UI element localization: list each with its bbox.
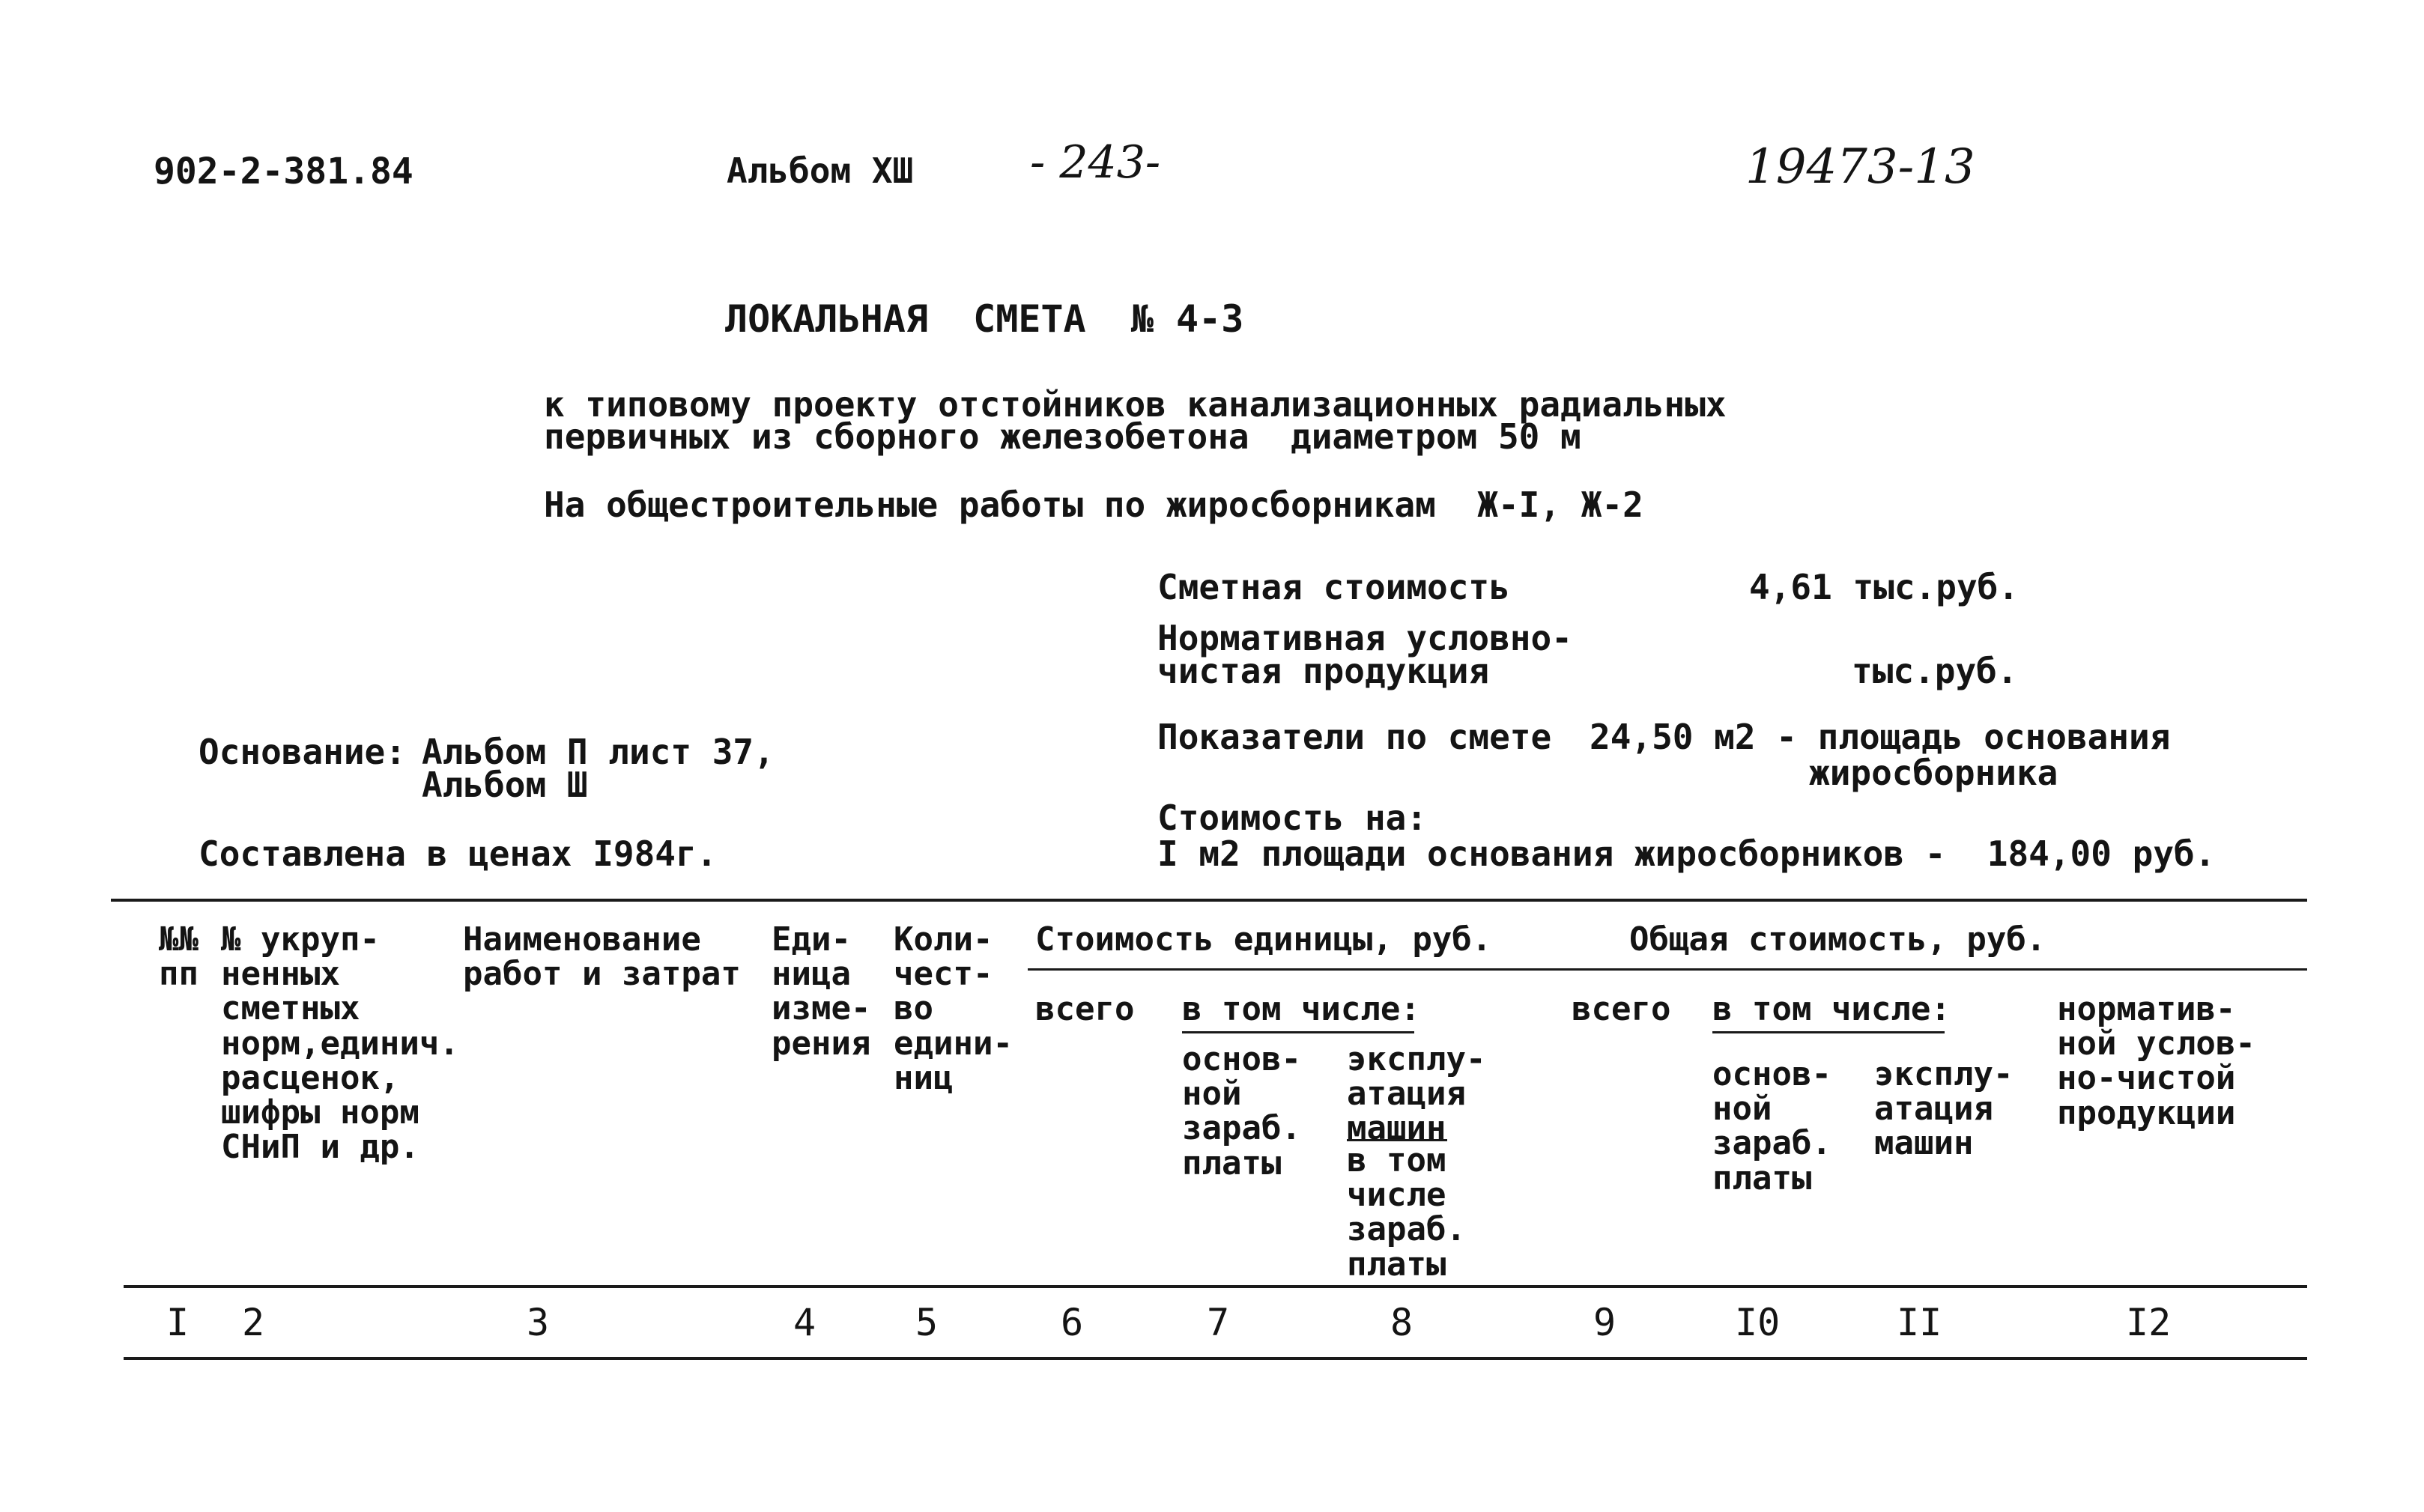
estimate-title: ЛОКАЛЬНАЯ СМЕТА № 4-3 bbox=[725, 297, 1244, 341]
total-incl-rule bbox=[1712, 1031, 1945, 1033]
album-label: Альбом ХШ bbox=[727, 151, 914, 191]
estimate-subtitle-line-1: к типовому проекту отстойников канализационных радиальных bbox=[544, 384, 1727, 425]
column-number-6: 6 bbox=[1061, 1301, 1084, 1344]
unit-machines-wages-header: в том числе зараб. платы bbox=[1347, 1141, 1466, 1284]
total-wages-header: основ- ной зараб. платы bbox=[1712, 1055, 1831, 1197]
unit-incl-header: в том числе: bbox=[1182, 990, 1420, 1028]
total-incl-header: в том числе: bbox=[1712, 990, 1951, 1028]
column-number-12: I2 bbox=[2126, 1301, 2172, 1344]
total-machines-header: эксплу- атация машин bbox=[1874, 1055, 2014, 1163]
indicators-value-1: 24,50 м2 - площадь основания bbox=[1590, 717, 2171, 757]
column-number-5: 5 bbox=[915, 1301, 939, 1344]
stamp-number: 19473-13 bbox=[1745, 139, 1975, 195]
column-number-10: I0 bbox=[1735, 1301, 1781, 1344]
indicators-value-2: жиросборника bbox=[1809, 753, 2058, 793]
estimated-cost-value: 4,61 тыс.руб. bbox=[1749, 567, 2020, 607]
unit-machines-header: эксплу- атация машин bbox=[1347, 1040, 1486, 1148]
works-description: На общестроительные работы по жиросборникам Ж-I, Ж-2 bbox=[544, 485, 1643, 525]
normative-output-value: тыс.руб. bbox=[1852, 651, 2018, 691]
basis-line-2: Альбом Ш bbox=[422, 765, 588, 805]
cost-per-label: Стоимость на: bbox=[1157, 798, 1428, 838]
table-header-bottom-rule bbox=[124, 1285, 2307, 1288]
column-number-2: 2 bbox=[242, 1301, 265, 1344]
column-number-11: II bbox=[1897, 1301, 1942, 1344]
col-quantity-header: Коли- чест- во едини- ниц bbox=[894, 920, 1013, 1097]
column-number-9: 9 bbox=[1593, 1301, 1616, 1344]
page-number: - 243- bbox=[1030, 136, 1161, 189]
total-total-header: всего bbox=[1572, 990, 1671, 1028]
price-level: Составлена в ценах I984г. bbox=[199, 834, 718, 874]
normative-output-label-1: Нормативная условно- bbox=[1157, 618, 1572, 658]
cost-group-rule bbox=[1028, 968, 2307, 971]
unit-total-header: всего bbox=[1035, 990, 1135, 1028]
estimate-subtitle-line-2: первичных из сборного железобетона диаметром 50 м bbox=[544, 416, 1581, 457]
unit-wages-header: основ- ной зараб. платы bbox=[1182, 1040, 1301, 1182]
col-unit-header: Еди- ница изме- рения bbox=[772, 920, 871, 1063]
column-number-7: 7 bbox=[1207, 1301, 1230, 1344]
table-top-rule bbox=[111, 899, 2307, 902]
indicators-label: Показатели по смете bbox=[1157, 717, 1552, 757]
estimated-cost-label: Сметная стоимость bbox=[1157, 567, 1510, 607]
column-number-1: I bbox=[166, 1301, 190, 1344]
column-number-4: 4 bbox=[793, 1301, 816, 1344]
unit-incl-rule bbox=[1182, 1031, 1414, 1033]
basis-line-1: Альбом П лист 37, bbox=[422, 732, 775, 772]
normative-output-label-2: чистая продукция bbox=[1157, 651, 1490, 691]
total-cost-group-header: Общая стоимость, руб. bbox=[1629, 920, 2046, 959]
unit-cost-group-header: Стоимость единицы, руб. bbox=[1035, 920, 1492, 959]
normative-output-header: норматив- ной услов- но-чистой продукции bbox=[2057, 990, 2255, 1132]
column-number-8: 8 bbox=[1390, 1301, 1414, 1344]
cost-per-unit: I м2 площади основания жиросборников - 184,00 руб. bbox=[1157, 834, 2216, 874]
col-name-header: Наименование работ и затрат bbox=[463, 920, 741, 994]
table-numbers-bottom-rule bbox=[124, 1357, 2307, 1360]
col-number-header: №№ пп bbox=[159, 920, 199, 994]
document-code: 902-2-381.84 bbox=[154, 151, 413, 192]
col-norms-header: № укруп- ненных сметных норм,единич. расценок, шифры норм СНиП и др. bbox=[221, 920, 459, 1167]
column-number-3: 3 bbox=[527, 1301, 550, 1344]
basis-label: Основание: bbox=[199, 732, 406, 772]
